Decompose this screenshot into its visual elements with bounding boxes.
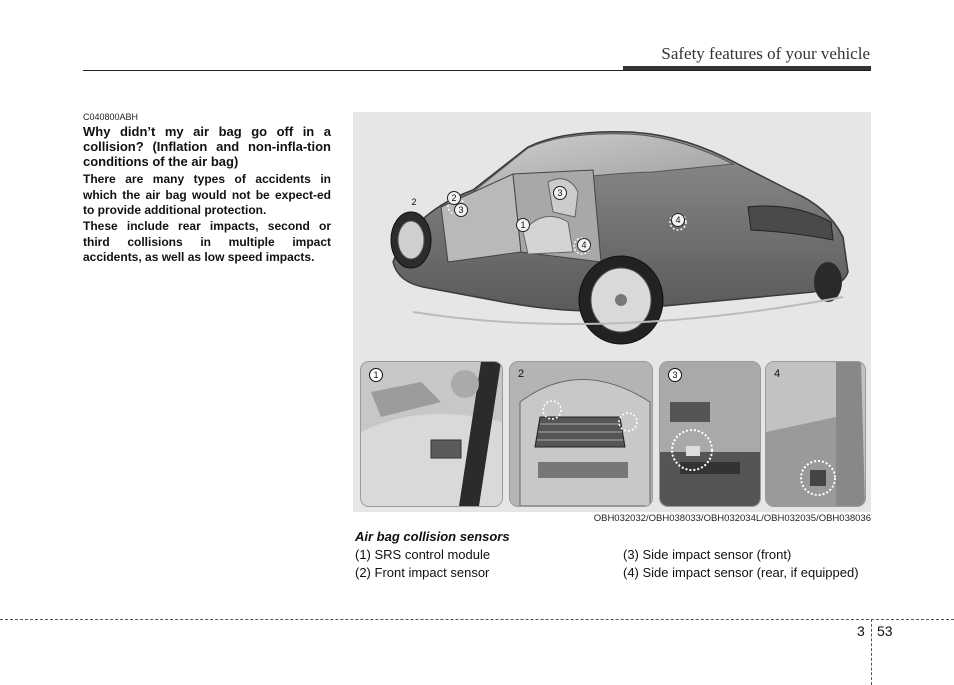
inset-front-impact-sensor — [509, 361, 653, 507]
legend-item-4: (4) Side impact sensor (rear, if equipped) — [623, 565, 859, 580]
legend-item-1: (1) SRS control module — [355, 547, 491, 562]
callout-front-sensor-2: 2 — [447, 191, 461, 205]
inset-3-illustration — [660, 362, 760, 506]
inset-1-illustration — [361, 362, 502, 506]
inset-side-sensor-front — [659, 361, 761, 507]
body-paragraph-1: There are many types of accidents in which the air bag would not be expect-ed to provide additional protection. — [83, 172, 331, 217]
airbag-sensor-figure — [353, 112, 871, 512]
caption-title: Air bag collision sensors — [355, 529, 510, 544]
header-rule — [83, 70, 871, 71]
callout-side-sensor-rear: 4 — [671, 213, 685, 227]
callout-side-sensor-front: 3 — [454, 203, 468, 217]
callout-side-sensor-front-2: 3 — [553, 186, 567, 200]
inset-number-4: 4 — [774, 368, 781, 380]
inset-side-sensor-rear — [765, 361, 866, 507]
body-paragraph-2: These include rear impacts, second or third collisions in multiple impact accidents, as well as low speed impacts. — [83, 219, 331, 264]
chapter-number: 3 — [857, 623, 865, 639]
inset-number-1: 1 — [369, 368, 383, 382]
running-header: Safety features of your vehicle — [661, 44, 870, 63]
car-illustration — [353, 112, 871, 357]
section-heading: Why didn’t my air bag go off in a collision? (Inflation and non-infla-tion conditions of the air bag) — [83, 124, 331, 169]
callout-srs-module: 1 — [516, 218, 530, 232]
page-number: 53 — [877, 623, 893, 639]
footer-divider — [871, 619, 872, 685]
legend-item-2: (2) Front impact sensor — [355, 565, 490, 580]
inset-srs-control-module — [360, 361, 503, 507]
section-code: C040800ABH — [83, 112, 139, 122]
image-codes: OBH032032/OBH038033/OBH032034L/OBH032035/OBH038036 — [593, 513, 871, 524]
footer-rule — [0, 619, 954, 620]
inset-2-illustration — [510, 362, 652, 506]
inset-number-2: 2 — [518, 368, 525, 380]
inset-number-3: 3 — [668, 368, 682, 382]
callout-side-sensor-rear-2: 4 — [577, 238, 591, 252]
legend-item-3: (3) Side impact sensor (front) — [623, 547, 792, 562]
inset-4-illustration — [766, 362, 865, 506]
callout-front-sensor: 2 — [411, 197, 417, 207]
